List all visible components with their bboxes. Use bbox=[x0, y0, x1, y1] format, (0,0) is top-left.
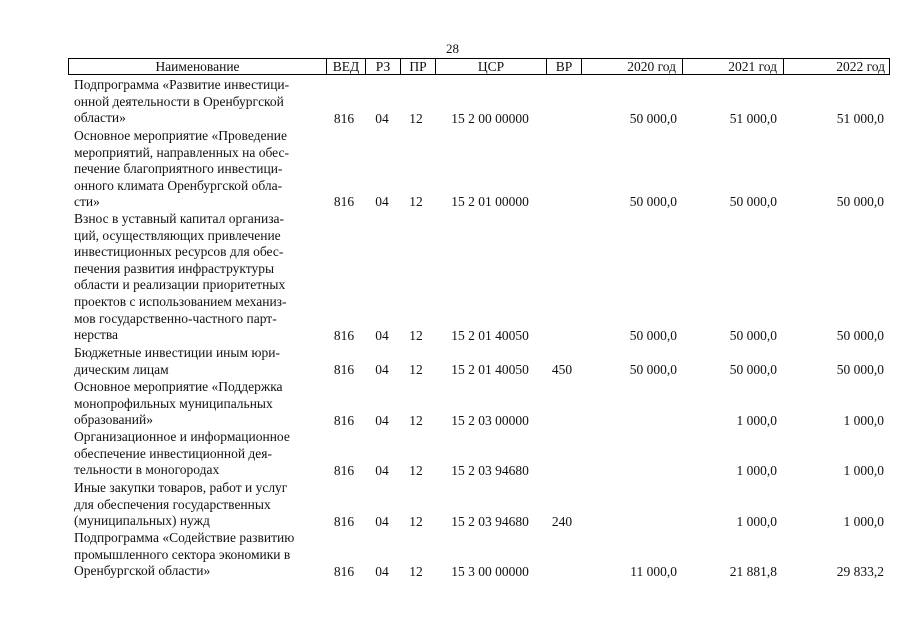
cell-2022: 51 000,0 bbox=[836, 111, 884, 126]
row-name: Организационное и информационное обеспечение инвестиционной дея- тельности в моногородах bbox=[74, 429, 290, 478]
cell-vr: 450 bbox=[551, 362, 573, 377]
cell-2022: 1 000,0 bbox=[843, 514, 884, 529]
header-vr: ВР bbox=[546, 59, 581, 74]
cell-2020: 50 000,0 bbox=[629, 328, 677, 343]
cell-vr: 240 bbox=[551, 514, 573, 529]
cell-2020: 50 000,0 bbox=[629, 362, 677, 377]
row-name: Подпрограмма «Содействие развитию промышленного сектора экономики в Оренбургской области» bbox=[74, 530, 295, 579]
cell-pr: 12 bbox=[409, 362, 423, 377]
row-name: Подпрограмма «Развитие инвестици- онной деятельности в Оренбургской области» bbox=[74, 77, 290, 126]
cell-2022: 50 000,0 bbox=[836, 362, 884, 377]
cell-pr: 12 bbox=[409, 564, 423, 579]
cell-2022: 50 000,0 bbox=[836, 328, 884, 343]
header-pr: ПР bbox=[400, 59, 435, 74]
cell-ved: 816 bbox=[333, 564, 355, 579]
cell-rz: 04 bbox=[375, 362, 389, 377]
row-name: Основное мероприятие «Поддержка монопрофильных муниципальных образований» bbox=[74, 379, 283, 428]
row-name: Взнос в уставный капитал организа- ций, осуществляющих привлечение инвестиционных ресурсов для обес- печения развития инфраструктуры области и реализации приоритетных проектов с использованием механиз- мов государственно-частного парт- нерства bbox=[74, 211, 287, 343]
cell-2022: 29 833,2 bbox=[836, 564, 884, 579]
header-ved: ВЕД bbox=[326, 59, 365, 74]
cell-rz: 04 bbox=[375, 514, 389, 529]
header-2020: 2020 год bbox=[581, 59, 682, 74]
cell-ved: 816 bbox=[333, 111, 355, 126]
header-rz: РЗ bbox=[365, 59, 400, 74]
cell-csr: 15 2 01 00000 bbox=[451, 194, 529, 209]
cell-rz: 04 bbox=[375, 111, 389, 126]
cell-csr: 15 2 03 00000 bbox=[451, 413, 529, 428]
row-name: Основное мероприятие «Проведение мероприятий, направленных на обес- печение благоприятного инвестици- онного климата Оренбургской обла- сти» bbox=[74, 128, 289, 210]
header-2021: 2021 год bbox=[682, 59, 783, 74]
cell-csr: 15 2 03 94680 bbox=[451, 463, 529, 478]
cell-pr: 12 bbox=[409, 463, 423, 478]
header-csr: ЦСР bbox=[435, 59, 546, 74]
cell-2021: 21 881,8 bbox=[729, 564, 777, 579]
table-header bbox=[68, 58, 890, 75]
cell-pr: 12 bbox=[409, 413, 423, 428]
cell-ved: 816 bbox=[333, 463, 355, 478]
cell-2022: 50 000,0 bbox=[836, 194, 884, 209]
cell-pr: 12 bbox=[409, 194, 423, 209]
cell-2021: 1 000,0 bbox=[736, 413, 777, 428]
page-number: 28 bbox=[446, 41, 459, 56]
cell-2021: 50 000,0 bbox=[729, 194, 777, 209]
row-name: Иные закупки товаров, работ и услуг для обеспечения государственных (муниципальных) нужд bbox=[74, 480, 288, 529]
cell-2021: 1 000,0 bbox=[736, 463, 777, 478]
cell-rz: 04 bbox=[375, 564, 389, 579]
cell-2021: 51 000,0 bbox=[729, 111, 777, 126]
cell-csr: 15 2 03 94680 bbox=[451, 514, 529, 529]
cell-ved: 816 bbox=[333, 514, 355, 529]
cell-csr: 15 2 01 40050 bbox=[451, 362, 529, 377]
cell-2021: 50 000,0 bbox=[729, 362, 777, 377]
cell-2021: 1 000,0 bbox=[736, 514, 777, 529]
cell-csr: 15 2 00 00000 bbox=[451, 111, 529, 126]
header-name: Наименование bbox=[155, 59, 240, 74]
cell-pr: 12 bbox=[409, 514, 423, 529]
cell-2022: 1 000,0 bbox=[843, 463, 884, 478]
cell-2020: 11 000,0 bbox=[630, 564, 677, 579]
cell-ved: 816 bbox=[333, 194, 355, 209]
cell-rz: 04 bbox=[375, 328, 389, 343]
cell-2020: 50 000,0 bbox=[629, 194, 677, 209]
cell-2021: 50 000,0 bbox=[729, 328, 777, 343]
cell-rz: 04 bbox=[375, 194, 389, 209]
cell-csr: 15 3 00 00000 bbox=[451, 564, 529, 579]
header-2022: 2022 год bbox=[783, 59, 889, 74]
cell-pr: 12 bbox=[409, 328, 423, 343]
cell-ved: 816 bbox=[333, 328, 355, 343]
cell-2020: 50 000,0 bbox=[629, 111, 677, 126]
cell-2022: 1 000,0 bbox=[843, 413, 884, 428]
cell-ved: 816 bbox=[333, 413, 355, 428]
cell-csr: 15 2 01 40050 bbox=[451, 328, 529, 343]
cell-pr: 12 bbox=[409, 111, 423, 126]
cell-ved: 816 bbox=[333, 362, 355, 377]
cell-rz: 04 bbox=[375, 413, 389, 428]
row-name: Бюджетные инвестиции иным юри- дическим лицам bbox=[74, 345, 280, 377]
cell-rz: 04 bbox=[375, 463, 389, 478]
